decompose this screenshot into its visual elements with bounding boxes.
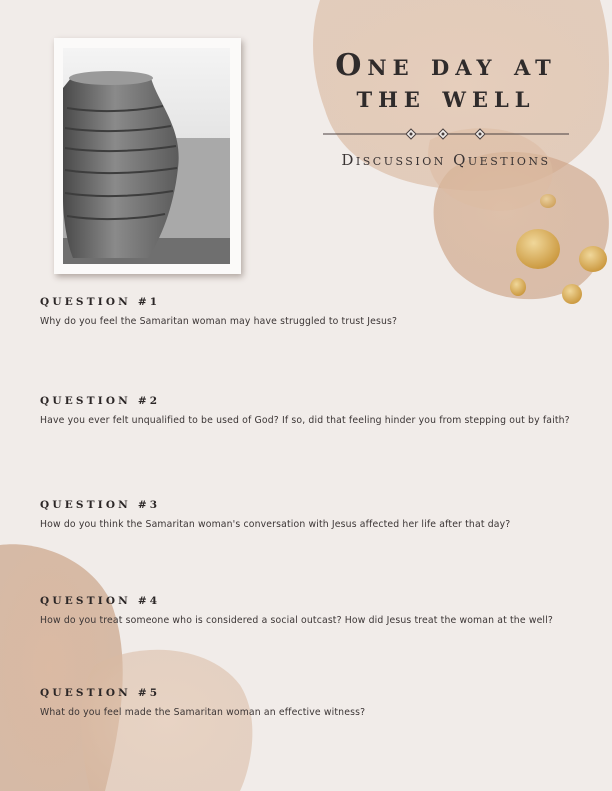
gold-foil-dot xyxy=(540,194,556,208)
question-text: How do you think the Samaritan woman's conversation with Jesus affected her life after that day? xyxy=(40,519,511,530)
page-subtitle: Discussion Questions xyxy=(341,151,551,169)
question-5 xyxy=(40,687,585,720)
watercolor-blob xyxy=(81,650,252,791)
clay-jar-photo xyxy=(63,48,230,264)
gold-foil-dot xyxy=(516,229,560,269)
question-3 xyxy=(40,499,585,532)
question-heading: QUESTION #1 xyxy=(40,296,161,308)
gold-foil-dot xyxy=(510,278,526,296)
question-2 xyxy=(40,395,585,428)
watercolor-decoration-bottom xyxy=(0,540,260,791)
title-line-2: the well xyxy=(356,80,536,115)
page-title xyxy=(312,50,580,114)
gold-foil-dot xyxy=(579,246,607,272)
title-block xyxy=(312,50,580,169)
ornamental-divider xyxy=(323,128,569,140)
photo-frame xyxy=(54,38,241,274)
question-text: What do you feel made the Samaritan woman an effective witness? xyxy=(40,707,366,718)
question-text: Why do you feel the Samaritan woman may have struggled to trust Jesus? xyxy=(40,316,398,327)
question-text: Have you ever felt unqualified to be used of God? If so, did that feeling hinder you from stepping out by faith? xyxy=(40,415,570,426)
question-1 xyxy=(40,296,585,329)
title-line-1: One day at xyxy=(335,48,557,83)
question-heading: QUESTION #4 xyxy=(40,595,161,607)
question-heading: QUESTION #3 xyxy=(40,499,161,511)
question-heading: QUESTION #2 xyxy=(40,395,161,407)
question-heading: QUESTION #5 xyxy=(40,687,161,699)
question-text: How do you treat someone who is considered a social outcast? How did Jesus treat the woman at the well? xyxy=(40,615,553,626)
question-4 xyxy=(40,595,585,628)
